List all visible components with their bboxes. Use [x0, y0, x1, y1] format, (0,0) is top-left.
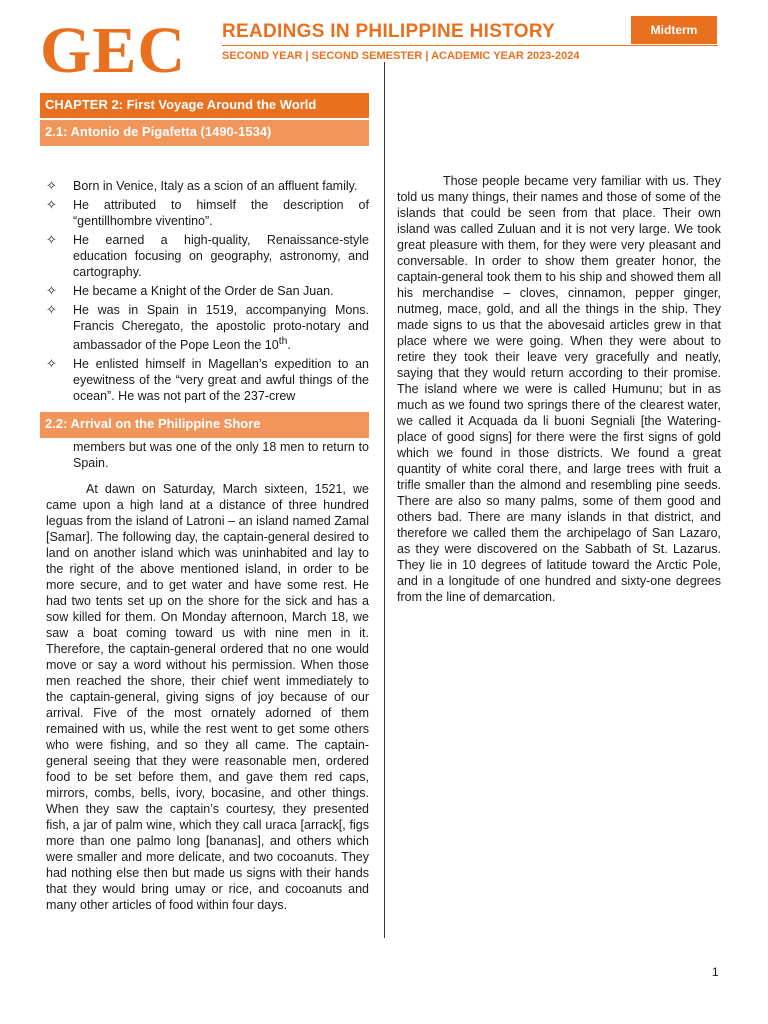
course-title: READINGS IN PHILIPPINE HISTORY — [222, 21, 556, 42]
list-item-text: He was in Spain in 1519, accompanying Mons. Francis Cheregato, the apostolic proto-notary and ambassador of the Pope Leon the 10 — [73, 303, 369, 353]
list-item-text: He attributed to himself the description of “gentillhombre viventino”. — [73, 198, 369, 228]
list-item — [46, 178, 369, 194]
header-divider — [222, 45, 718, 46]
list-item-text: Born in Venice, Italy as a scion of an affluent family. — [73, 179, 358, 193]
list-item — [46, 197, 369, 229]
body-paragraph-right: Those people became very familiar with us. They told us many things, their names and those of some of the islands that could be seen from that place. Their own island was called Zuluan and it is not very large. We took great pleasure with them, for they were very pleasant and conversable. In order to show them greater honor, the captain-general took them to his ship and showed them all his merchandise – cloves, cinnamon, pepper ginger, nutmeg, mace, gold, and all the things in the ship. They made signs to us that the abovesaid articles grew in that place where we were going. When they were about to retire they took their leave very gracefully and neatly, saying that they would return according to their promise. The island where we were is called Humunu; but in as much as we found two springs there of the clearest water, we called it Acquada da li buoni Segniali [the Watering-place of good signs] for there were the first signs of gold which we found in those districts. We found a great quantity of white coral there, and large trees with fruit a trifle smaller than the almond and resembling pine seeds. There are also so many palms, some of them good and others bad. There are many islands in that district, and therefore we called them the archipelago of San Lazaro, as they were discovered on the Sabbath of St. Lazarus. They lie in 10 degrees of latitude toward the Arctic Pole, and in a longitude of one hundred and sixty-one degrees from the line of demarcation. — [397, 174, 721, 604]
superscript-ordinal: th — [278, 336, 288, 347]
gec-logo: GEC — [40, 14, 187, 87]
list-item — [46, 283, 369, 299]
page-number: 1 — [712, 965, 719, 979]
section-title-2-2: 2.2: Arrival on the Philippine Shore — [40, 412, 369, 438]
list-item-text-tail: . — [287, 338, 291, 353]
diamond-bullet-icon: ✧ — [46, 178, 57, 193]
list-item-text: He enlisted himself in Magellan’s expedition to an eyewitness of the “very great and awful things of the ocean”. He was not part of the 237-crew — [73, 357, 369, 404]
term-badge: Midterm — [631, 16, 717, 44]
chapter-title: CHAPTER 2: First Voyage Around the World — [40, 93, 369, 118]
bullet-continuation: members but was one of the only 18 men to return to Spain. — [73, 440, 369, 470]
list-item — [46, 302, 369, 353]
course-subtitle: SECOND YEAR | SECOND SEMESTER | ACADEMIC YEAR 2023-2024 — [222, 50, 580, 62]
list-item-text: He became a Knight of the Order de San Juan. — [73, 284, 334, 298]
diamond-bullet-icon: ✧ — [46, 302, 57, 317]
diamond-bullet-icon: ✧ — [46, 197, 57, 212]
section-title-2-1: 2.1: Antonio de Pigafetta (1490-1534) — [40, 120, 369, 146]
list-item — [46, 356, 369, 404]
diamond-bullet-icon: ✧ — [46, 232, 57, 247]
list-item — [46, 232, 369, 280]
column-divider — [384, 62, 385, 938]
diamond-bullet-icon: ✧ — [46, 356, 57, 372]
bullet-list — [46, 178, 369, 407]
diamond-bullet-icon: ✧ — [46, 283, 57, 298]
list-item-text: He earned a high-quality, Renaissance-style education focusing on geography, astronomy, and cartography. — [73, 233, 369, 279]
body-paragraph-left: At dawn on Saturday, March sixteen, 1521, we came upon a high land at a distance of three hundred leguas from the island of Latroni – an island named Zamal [Samar]. The following day, the captain-general desired to land on another island which was uninhabited and lay to the right of the above mentioned island, in order to be more secure, and to get water and have some rest. He had two tents set up on the shore for the sick and has a sow killed for them. On Monday afternoon, March 18, we saw a boat coming toward us with nine men in it. Therefore, the captain-general ordered that no one would move or say a word without his permission. When those men reached the shore, their chief went immediately to the captain-general, giving signs of joy because of our arrival. Five of the most ornately adorned of them remained with us, while the rest went to get some others who were fishing, and so they all came. The captain-general seeing that they were reasonable men, ordered food to be set before them, and gave them red caps, mirrors, combs, bells, ivory, bocasine, and other things. When they saw the captain’s courtesy, they presented fish, a jar of palm wine, which they call uraca [arrack[, figs more than one palmo long [bananas], and others which were smaller and more delicate, and two cocoanuts. They had nothing else then but made us signs with their hands that they would bring umay or rice, and cocoanuts and many other articles of food within four days. — [46, 482, 369, 912]
